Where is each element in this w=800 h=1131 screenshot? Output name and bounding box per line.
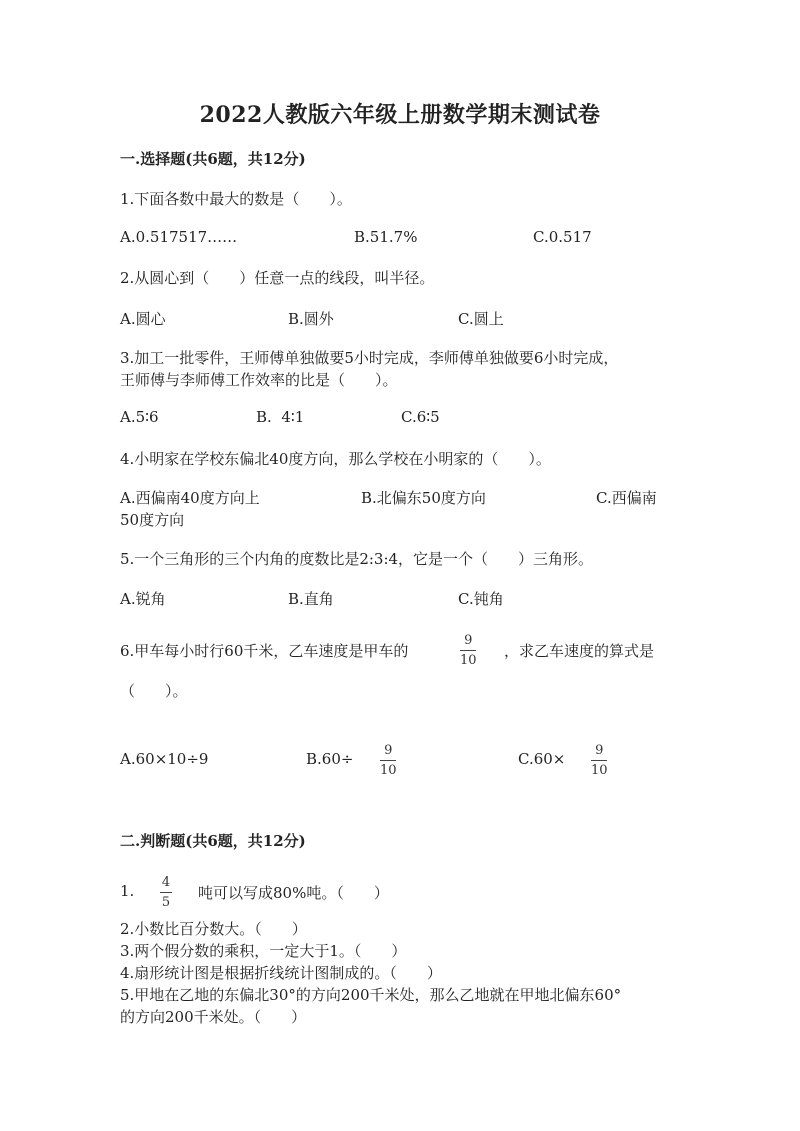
s1-numerator: 4 bbox=[161, 875, 171, 890]
statement-1-text: 吨可以写成80%吨。（ ） bbox=[198, 884, 389, 902]
q3-option-b: B. 4∶1 bbox=[256, 408, 305, 426]
q1-option-b: B.51.7% bbox=[354, 228, 418, 246]
s1-denominator: 5 bbox=[161, 895, 171, 910]
fraction-bar bbox=[380, 760, 396, 761]
q3-option-a: A.5∶6 bbox=[120, 408, 159, 426]
statement-1-prefix: 1. bbox=[120, 882, 135, 900]
q4-option-c-cont: 50度方向 bbox=[120, 511, 185, 529]
statement-3: 3.两个假分数的乘积，一定大于1。（ ） bbox=[120, 942, 407, 960]
q6-b-denominator: 10 bbox=[380, 763, 397, 778]
q5-option-c: C.钝角 bbox=[458, 590, 504, 608]
q2-option-b: B.圆外 bbox=[288, 310, 334, 328]
q2-option-a: A.圆心 bbox=[120, 310, 166, 328]
q6-option-b: B.60÷ bbox=[306, 750, 354, 768]
q4-option-a: A.西偏南40度方向上 bbox=[120, 489, 260, 507]
q6-option-c: C.60× bbox=[518, 750, 566, 768]
question-6-part2: ，求乙车速度的算式是 bbox=[504, 642, 655, 660]
q1-option-a: A.0.517517…… bbox=[120, 228, 238, 246]
q6-option-c-fraction bbox=[591, 743, 608, 778]
q6-fraction-numerator: 9 bbox=[464, 633, 473, 648]
question-2: 2.从圆心到（ ）任意一点的线段，叫半径。 bbox=[120, 269, 435, 287]
question-4: 4.小明家在学校东偏北40度方向，那么学校在小明家的（ ）。 bbox=[120, 450, 551, 468]
page-title: 2022人教版六年级上册数学期末测试卷 bbox=[199, 102, 601, 128]
q6-option-b-fraction bbox=[380, 743, 397, 778]
statement-1-fraction bbox=[160, 875, 172, 910]
section-heading-choice: 一.选择题(共6题，共12分) bbox=[120, 150, 306, 168]
question-3-line2: 王师傅与李师傅工作效率的比是（ ）。 bbox=[120, 371, 398, 389]
q2-option-c: C.圆上 bbox=[458, 310, 504, 328]
statement-5-line1: 5.甲地在乙地的东偏北30°的方向200千米处，那么乙地就在甲地北偏东60° bbox=[120, 986, 622, 1004]
q4-option-c: C.西偏南 bbox=[596, 489, 657, 507]
section-heading-judgement: 二.判断题(共6题，共12分) bbox=[120, 832, 306, 850]
q6-c-denominator: 10 bbox=[591, 763, 608, 778]
q6-b-numerator: 9 bbox=[384, 743, 393, 758]
q6-fraction bbox=[460, 633, 477, 668]
question-6-line2: （ ）。 bbox=[120, 682, 188, 700]
fraction-bar bbox=[160, 892, 172, 893]
question-6-part1: 6.甲车每小时行60千米，乙车速度是甲车的 bbox=[120, 642, 409, 660]
q4-option-b: B.北偏东50度方向 bbox=[361, 489, 486, 507]
q6-fraction-denominator: 10 bbox=[460, 653, 477, 668]
q6-c-numerator: 9 bbox=[595, 743, 604, 758]
question-3-line1: 3.加工一批零件，王师傅单独做要5小时完成，李师傅单独做要6小时完成， bbox=[120, 349, 619, 367]
question-1: 1.下面各数中最大的数是（ ）。 bbox=[120, 190, 352, 208]
fraction-bar bbox=[460, 650, 476, 651]
fraction-bar bbox=[591, 760, 607, 761]
q3-option-c: C.6∶5 bbox=[401, 408, 440, 426]
statement-5-line2: 的方向200千米处。（ ） bbox=[120, 1008, 307, 1026]
statement-2: 2.小数比百分数大。（ ） bbox=[120, 920, 307, 938]
question-5: 5.一个三角形的三个内角的度数比是2:3:4，它是一个（ ）三角形。 bbox=[120, 550, 594, 568]
q1-option-c: C.0.517 bbox=[533, 228, 592, 246]
statement-4: 4.扇形统计图是根据折线统计图制成的。（ ） bbox=[120, 964, 442, 982]
q5-option-b: B.直角 bbox=[288, 590, 334, 608]
q5-option-a: A.锐角 bbox=[120, 590, 166, 608]
q6-option-a: A.60×10÷9 bbox=[120, 750, 209, 768]
